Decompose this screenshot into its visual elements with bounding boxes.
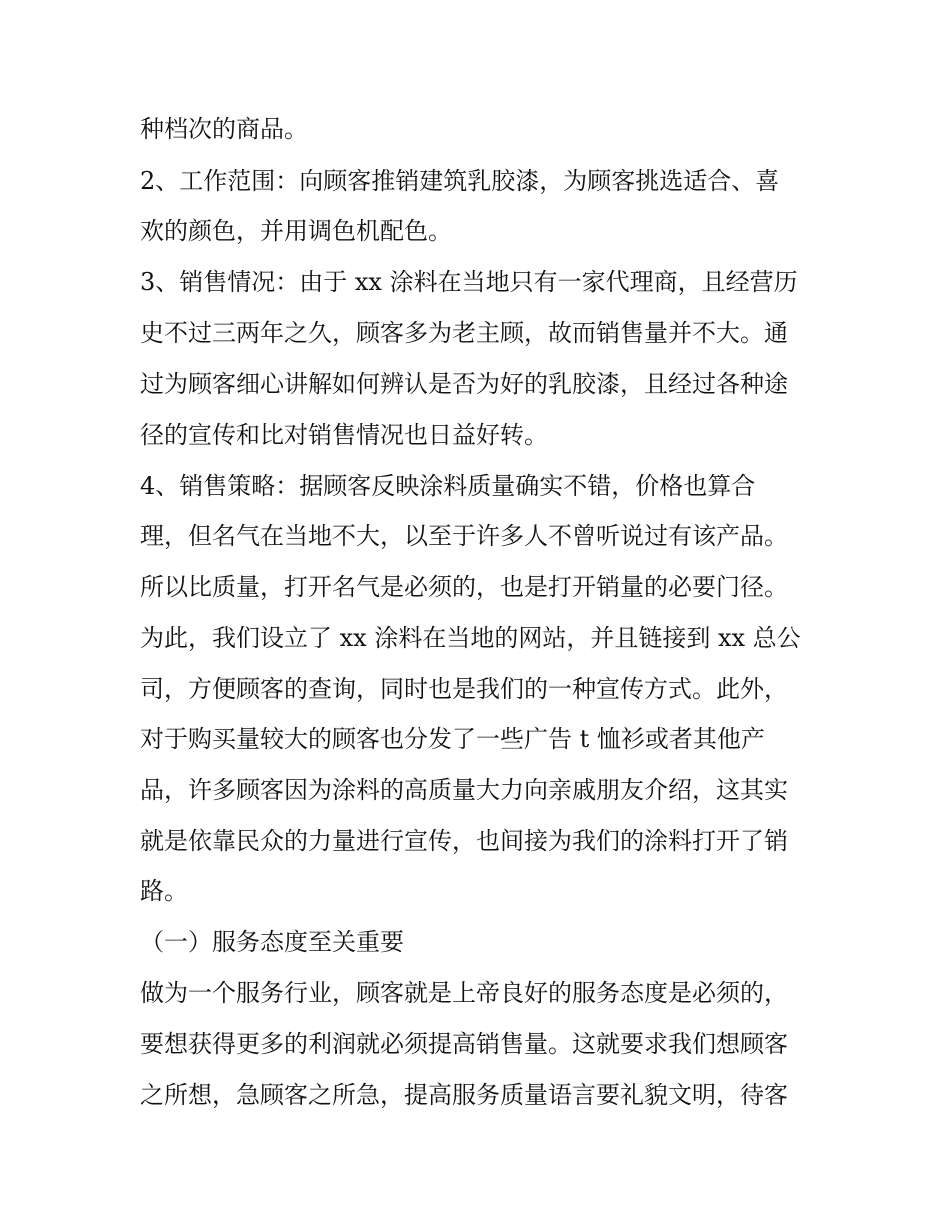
text-line: 之所想，急顾客之所急，提高服务质量语言要礼貌文明，待客 xyxy=(140,1081,788,1109)
text-line: 欢的颜色，并用调色机配色。 xyxy=(140,217,452,245)
text-line: 对于购买量较大的顾客也分发了一些广告 t 恤衫或者其他产 xyxy=(140,725,765,753)
text-line: 做为一个服务行业，顾客就是上帝良好的服务态度是必须的， xyxy=(140,979,788,1007)
text-line: 就是依靠民众的力量进行宣传，也间接为我们的涂料打开了销 xyxy=(140,827,788,855)
text-line: 司，方便顾客的查询，同时也是我们的一种宣传方式。此外， xyxy=(140,675,788,703)
text-line: 理，但名气在当地不大，以至于许多人不曾听说过有该产品。 xyxy=(140,522,788,550)
text-line: 所以比质量，打开名气是必须的，也是打开销量的必要门径。 xyxy=(140,573,788,601)
text-line: 路。 xyxy=(140,877,188,905)
text-line: 种档次的商品。 xyxy=(140,115,308,143)
section-heading: （一）服务态度至关重要 xyxy=(140,928,404,956)
text-line: 要想获得更多的利润就必须提高销售量。这就要求我们想顾客 xyxy=(140,1030,788,1058)
text-line: 径的宣传和比对销售情况也日益好转。 xyxy=(140,421,548,449)
text-line: 3、销售情况：由于 xx 涂料在当地只有一家代理商，且经营历 xyxy=(140,268,798,296)
text-line: 过为顾客细心讲解如何辨认是否为好的乳胶漆，且经过各种途 xyxy=(140,370,788,398)
text-line: 2、工作范围：向顾客推销建筑乳胶漆，为顾客挑选适合、喜 xyxy=(140,167,780,195)
text-line: 为此，我们设立了 xx 涂料在当地的网站，并且链接到 xx 总公 xyxy=(140,624,801,652)
text-line: 4、销售策略：据顾客反映涂料质量确实不错，价格也算合 xyxy=(140,472,756,500)
text-line: 史不过三两年之久，顾客多为老主顾，故而销售量并不大。通 xyxy=(140,319,788,347)
text-line: 品，许多顾客因为涂料的高质量大力向亲戚朋友介绍，这其实 xyxy=(140,776,788,804)
